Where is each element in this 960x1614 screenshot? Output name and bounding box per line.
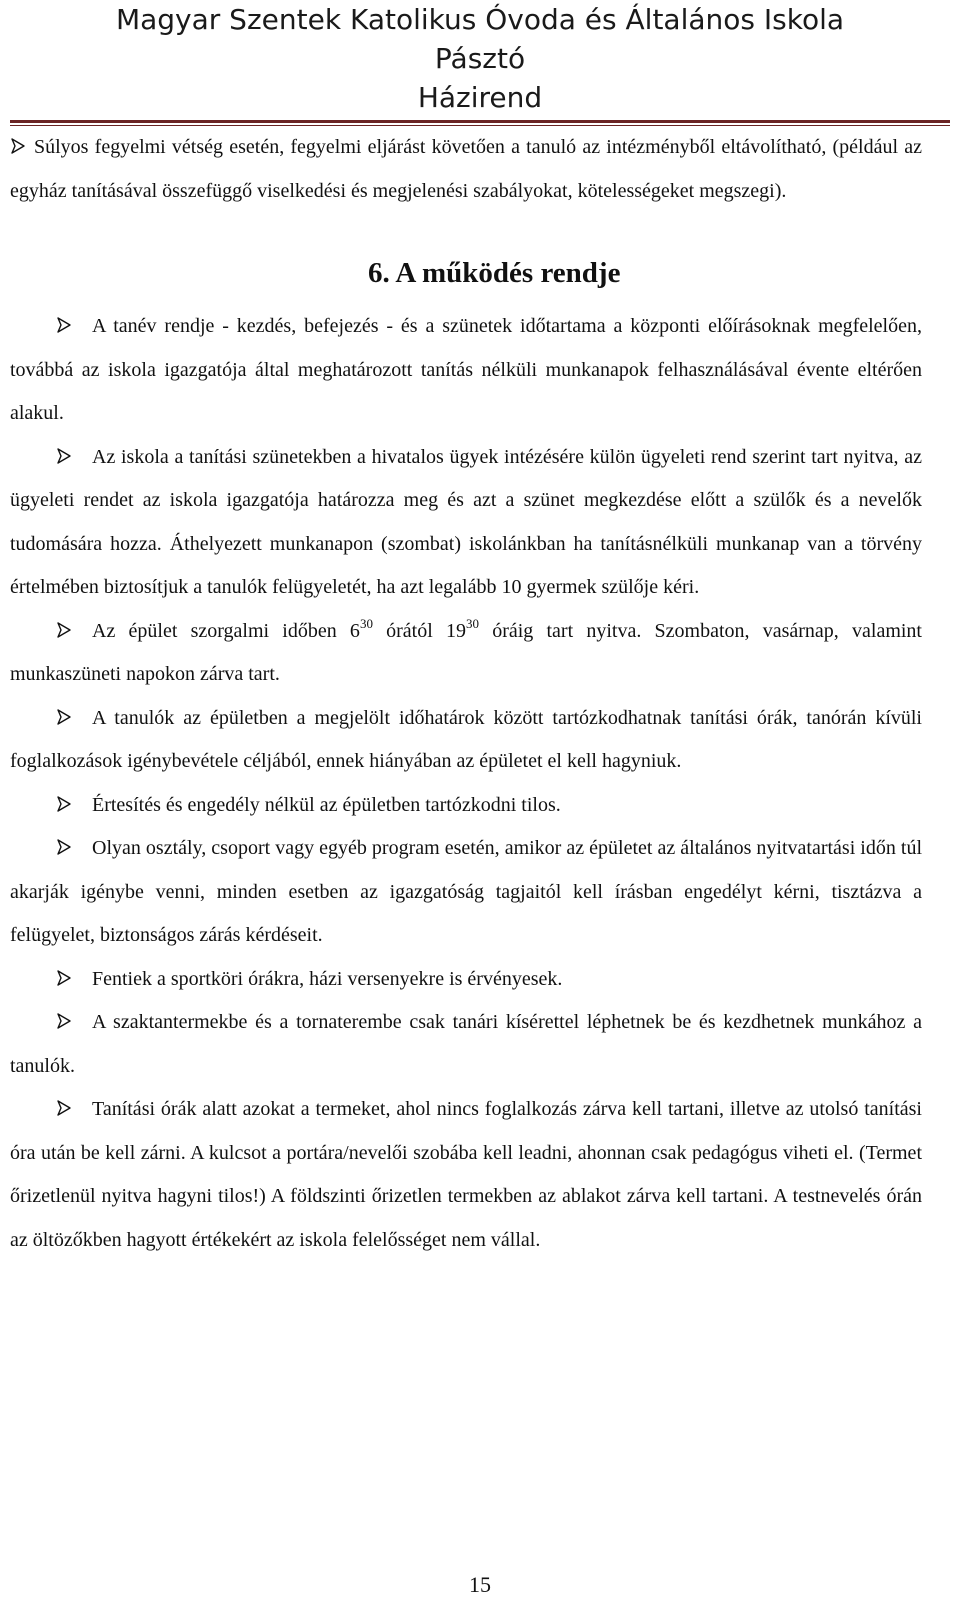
paragraph-holiday-duty: [10, 436, 922, 610]
paragraph-text: Fentiek a sportköri órákra, házi versenyekre is érvényesek.: [92, 967, 563, 990]
paragraph-text: Az iskola a tanítási szünetekben a hivatalos ügyek intézésére külön ügyeleti rend szerint tart nyitva, az ügyeleti rendet az iskola igazgatója határozza meg és azt a szünet megkezdése előtt a szülők és a nevelők tudomására hozza. Áthelyezett munkanapon (szombat) iskolánkban ha tanításnélküli munkanap van a törvény értelmében biztosítjuk a tanulók felügyeletét, ha azt legalább 10 gyermek szülője kéri.: [10, 445, 922, 598]
header-document-title: Házirend: [417, 81, 543, 114]
paragraph-special-rooms: [10, 1001, 922, 1088]
paragraph-opening-hours: [10, 610, 922, 697]
arrowhead-bullet-icon: [56, 709, 72, 725]
arrowhead-bullet-icon: [56, 1013, 72, 1029]
paragraph-text: A szaktantermekbe és a tornaterembe csak tanári kísérettel léphetnek be és kezdhetnek munkához a tanulók.: [10, 1011, 922, 1077]
header-city: Pásztó: [434, 42, 526, 75]
paragraph-text: Olyan osztály, csoport vagy egyéb program esetén, amikor az épületet az általános nyitvatartási időn túl akarják igénybe venni, minden esetben az igazgatóság tagjaitól kell írásban engedélyt kérni, tisztázva a felügyelet, biztonságos zárás kérdéseit.: [10, 837, 922, 946]
header-rule-thick: [10, 120, 950, 123]
paragraph-text: óráig tart nyitva. Szombaton, vasárnap, valamint munkaszüneti napokon zárva tart.: [10, 619, 922, 685]
paragraph-permission: [10, 784, 922, 828]
document-body: [10, 126, 922, 1262]
arrowhead-bullet-icon: [56, 448, 72, 464]
arrowhead-bullet-icon: [56, 1100, 72, 1116]
paragraph-text: A tanulók az épületben a megjelölt időhatárok között tartózkodhatnak tanítási órák, tanórán kívüli foglalkozások igénybevétele céljából, ennek hiányában az épületet el kell hagyniuk.: [10, 706, 922, 772]
arrowhead-bullet-icon: [56, 622, 72, 638]
arrowhead-bullet-icon: [56, 970, 72, 986]
arrowhead-bullet-icon: [10, 138, 26, 154]
arrowhead-bullet-icon: [56, 839, 72, 855]
page-number: 15: [469, 1572, 491, 1597]
paragraph-stay-in-building: [10, 697, 922, 784]
superscript-minutes: 30: [466, 615, 479, 631]
paragraph-text: Értesítés és engedély nélkül az épületben tartózkodni tilos.: [92, 793, 561, 816]
paragraph-school-year: [10, 305, 922, 436]
arrowhead-bullet-icon: [56, 317, 72, 333]
paragraph-text: Az épület szorgalmi időben 6: [92, 619, 360, 642]
paragraph-extended-use: [10, 827, 922, 958]
paragraph-discipline: [10, 126, 922, 213]
paragraph-room-locking: [10, 1088, 922, 1262]
section-title: 6. A működés rendje: [368, 257, 621, 289]
paragraph-text: A tanév rendje - kezdés, befejezés - és a szünetek időtartama a központi előírásoknak megfelelően, továbbá az iskola igazgatója által meghatározott tanítás nélküli munkanapok felhasználásával évente eltérően alakul.: [10, 315, 922, 424]
superscript-minutes: 30: [359, 615, 373, 631]
header-school-name: Magyar Szentek Katolikus Óvoda és Általános Iskola: [115, 3, 845, 36]
paragraph-sports: [10, 958, 922, 1002]
paragraph-text: Súlyos fegyelmi vétség esetén, fegyelmi eljárást követően a tanuló az intézményből eltávolítható, (például az egyház tanításával összefüggő viselkedési és megjelenési szabályokat, kötelességeket megszegi).: [10, 136, 922, 202]
paragraph-text: Tanítási órák alatt azokat a termeket, ahol nincs foglalkozás zárva kell tartani, illetve az utolsó tanítási óra után be kell zárni. A kulcsot a portára/nevelői szobába kell leadni, ahonnan csak pedagógus viheti el. (Termet őrizetlenül nyitva hagyni tilos!) A földszinti őrizetlen termekben az ablakot zárva kell tartani. A testnevelés órán az öltözőkben hagyott értékekért az iskola felelősséget nem vállal.: [10, 1098, 922, 1251]
arrowhead-bullet-icon: [56, 796, 72, 812]
page-header: [0, 0, 960, 117]
paragraph-text: órától 19: [372, 619, 466, 642]
